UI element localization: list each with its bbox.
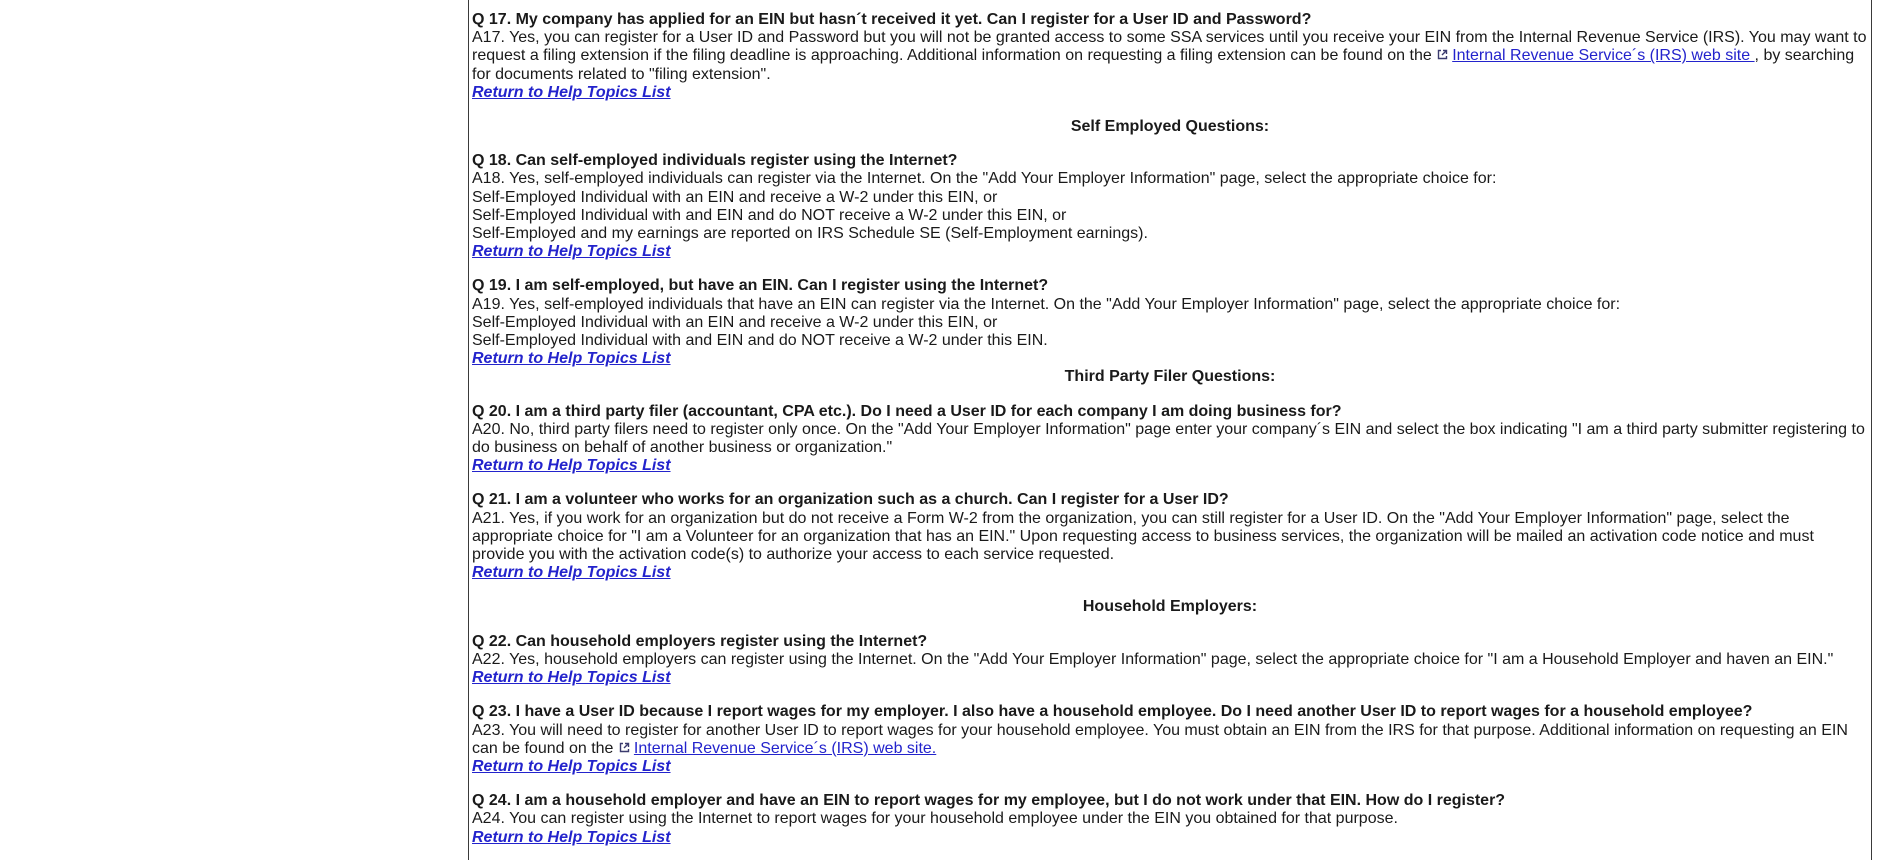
answer-text-q21: A21. Yes, if you work for an organization but do not receive a Form W-2 from the organization, you can still register for a User ID. On the "Add Your Employer Information" page, select the appropriate choice for "I am a Volunteer for an organization that has an EIN." Upon requesting access to business services, the organization will be mailed an activation code notice and must provide you with the activation code(s) to authorize your access to each service requested. <box>472 509 1814 564</box>
return-to-help-topics-link[interactable]: Return to Help Topics List <box>472 757 671 775</box>
answer-part: A23. You will need to register for another User ID to report wages for your household employee. You must obtain an EIN from the IRS for that purpose. Additional information on requesting an EIN can be found on the <box>472 721 1848 757</box>
faq-item-q23 <box>472 703 1868 776</box>
return-to-help-topics-link[interactable]: Return to Help Topics List <box>472 350 671 368</box>
answer-text-q20: A20. No, third party filers need to register only once. On the "Add Your Employer Information" page enter your company´s EIN and select the box indicating "I am a third party submitter registering to do business on behalf of another business or organization." <box>472 420 1865 457</box>
return-to-help-topics-link[interactable]: Return to Help Topics List <box>472 83 671 101</box>
section-heading-third-party: Third Party Filer Questions: <box>1064 368 1276 386</box>
answer-text-q19: A19. Yes, self-employed individuals that have an EIN can register via the Internet. On the "Add Your Employer Information" page, select the appropriate choice for: <box>472 295 1621 313</box>
question-text-q21: Q 21. I am a volunteer who works for an organization such as a church. Can I register for a User ID? <box>472 491 1229 509</box>
answer-part: , by searching for documents related to "filing extension". <box>472 47 1855 83</box>
answer-option: Self-Employed Individual with and EIN and do NOT receive a W-2 under this EIN. <box>472 332 1048 350</box>
faq-item-q19 <box>472 277 1868 368</box>
answer-text-q23 <box>472 722 1868 758</box>
section-heading-household: Household Employers: <box>1082 598 1258 616</box>
question-text-q24: Q 24. I am a household employer and have an EIN to report wages for my employee, but I do not work under that EIN. How do I register? <box>472 792 1506 810</box>
question-text-q19: Q 19. I am self-employed, but have an EIN. Can I register using the Internet? <box>472 277 1049 295</box>
answer-text-q24: A24. You can register using the Internet to report wages for your household employee under the EIN you obtained for that purpose. <box>472 810 1398 828</box>
faq-item-q17 <box>472 11 1868 102</box>
return-to-help-topics-link[interactable]: Return to Help Topics List <box>472 669 671 687</box>
answer-option: Self-Employed Individual with and EIN and do NOT receive a W-2 under this EIN, or <box>472 206 1067 224</box>
question-text-q18: Q 18. Can self-employed individuals register using the Internet? <box>472 152 958 170</box>
faq-item-q22 <box>472 633 1868 688</box>
return-to-help-topics-link[interactable]: Return to Help Topics List <box>472 243 671 261</box>
section-heading-self-employed: Self Employed Questions: <box>1070 118 1270 136</box>
question-text-q23: Q 23. I have a User ID because I report wages for my employer. I also have a household employee. Do I need another User ID to report wages for a household employee? <box>472 703 1753 721</box>
answer-option: Self-Employed and my earnings are reported on IRS Schedule SE (Self-Employment earnings). <box>472 225 1148 243</box>
question-text-q20: Q 20. I am a third party filer (accountant, CPA etc.). Do I need a User ID for each company I am doing business for? <box>472 402 1342 420</box>
faq-item-q18 <box>472 152 1868 261</box>
answer-text-q22: A22. Yes, household employers can register using the Internet. On the "Add Your Employer Information" page, select the appropriate choice for "I am a Household Employer and haven an EIN." <box>472 650 1834 668</box>
answer-option: Self-Employed Individual with an EIN and receive a W-2 under this EIN, or <box>472 313 998 331</box>
external-link-icon <box>618 741 631 754</box>
faq-item-q21 <box>472 491 1868 582</box>
question-text-q22: Q 22. Can household employers register using the Internet? <box>472 632 928 650</box>
answer-text-q18: A18. Yes, self-employed individuals can register via the Internet. On the "Add Your Employer Information" page, select the appropriate choice for: <box>472 170 1497 188</box>
answer-option: Self-Employed Individual with an EIN and receive a W-2 under this EIN, or <box>472 188 998 206</box>
faq-item-q24 <box>472 792 1868 847</box>
return-to-help-topics-link[interactable]: Return to Help Topics List <box>472 457 671 475</box>
irs-web-site-link[interactable]: Internal Revenue Service´s (IRS) web site. <box>633 739 937 757</box>
faq-item-q20 <box>472 403 1868 476</box>
return-to-help-topics-link[interactable]: Return to Help Topics List <box>472 564 671 582</box>
help-content-frame <box>468 0 1872 860</box>
irs-web-site-link[interactable]: Internal Revenue Service´s (IRS) web site <box>1452 47 1755 65</box>
return-to-help-topics-link[interactable]: Return to Help Topics List <box>472 828 671 846</box>
external-link-icon <box>1436 48 1449 61</box>
answer-text-q17 <box>472 29 1868 84</box>
answer-part: A17. Yes, you can register for a User ID and Password but you will not be granted access to some SSA services until you receive your EIN from the Internal Revenue Service (IRS). You may want to request a filing extension if the filing deadline is approaching. Additional information on requesting a filing extension can be found on the <box>472 29 1867 65</box>
question-text-q17: Q 17. My company has applied for an EIN but hasn´t received it yet. Can I register for a User ID and Password? <box>472 11 1312 28</box>
